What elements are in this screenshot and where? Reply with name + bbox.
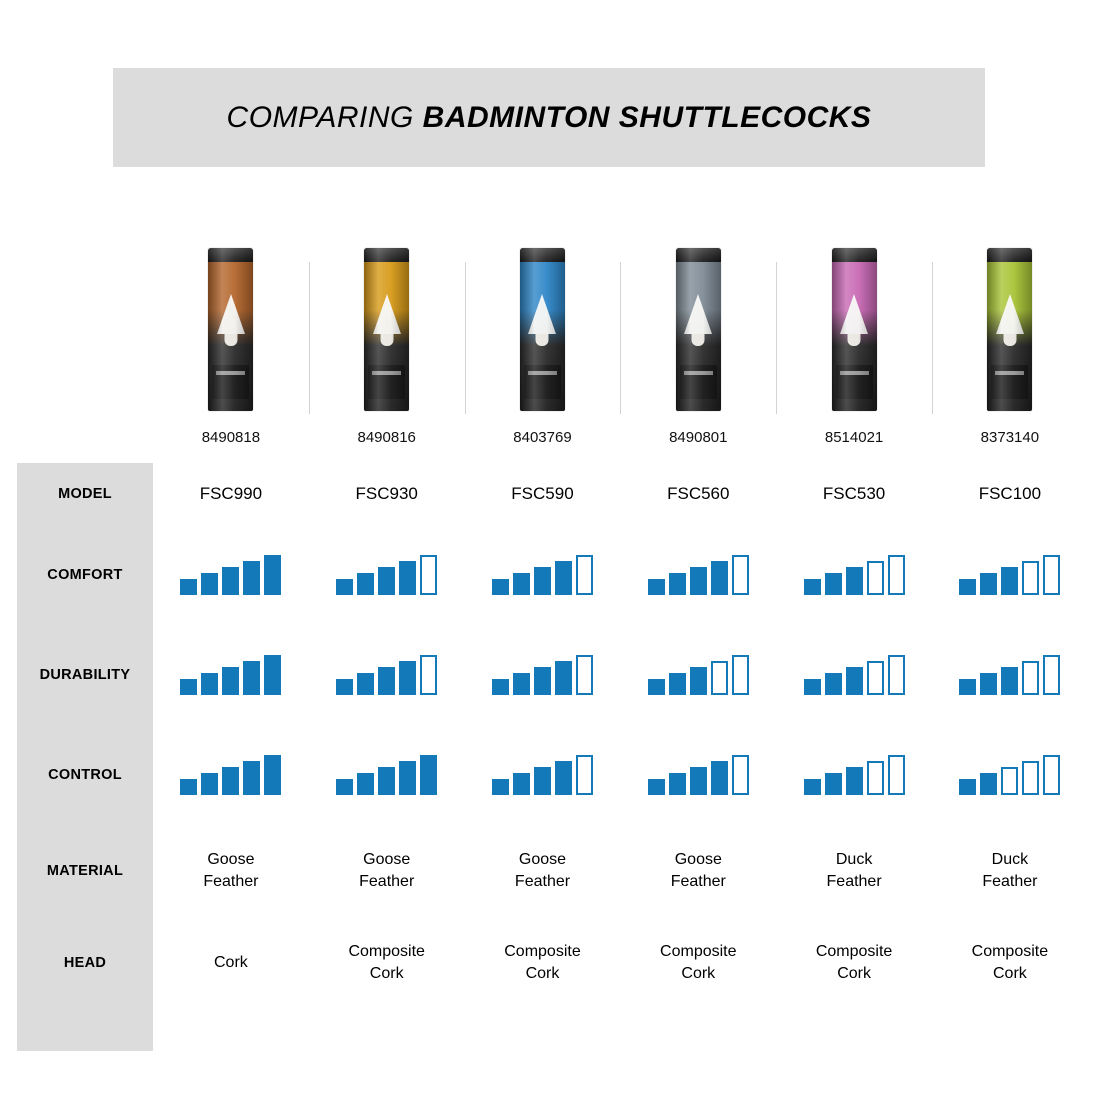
rating-bar-filled	[534, 567, 551, 595]
cell-comfort	[776, 525, 932, 625]
rating-bars	[492, 755, 593, 795]
product-reference: 8490801	[669, 429, 728, 446]
rating-bar-filled	[846, 767, 863, 795]
rating-bar-filled	[690, 767, 707, 795]
rating-bar-filled	[222, 667, 239, 695]
row-label-durability: DURABILITY	[17, 625, 153, 725]
rating-bar-filled	[243, 661, 260, 695]
row-label-model: MODEL	[17, 463, 153, 525]
rating-bar-filled	[959, 779, 976, 795]
cell-head: Composite Cork	[815, 943, 893, 982]
cell-model: FSC100	[978, 483, 1042, 503]
rating-bar-filled	[690, 567, 707, 595]
rating-bar-filled	[980, 573, 997, 595]
rating-bars	[804, 655, 905, 695]
rating-bar-empty	[576, 555, 593, 595]
row-label-head: HEAD	[17, 917, 153, 1009]
product-reference: 8403769	[513, 429, 572, 446]
rating-bar-filled	[399, 761, 416, 795]
product-cell	[932, 248, 1088, 446]
rating-bar-filled	[357, 573, 374, 595]
row-cells-head	[153, 917, 1088, 1009]
cell-material: Duck Feather	[826, 851, 882, 890]
cell-durability	[153, 625, 309, 725]
rating-bars	[648, 755, 749, 795]
rating-bar-filled	[222, 567, 239, 595]
tube-shading	[520, 248, 565, 411]
product-cell	[309, 248, 465, 446]
rating-bar-filled	[534, 667, 551, 695]
rating-bars	[959, 655, 1060, 695]
tube-shading	[208, 248, 253, 411]
rating-bar-filled	[201, 573, 218, 595]
cell-control	[620, 725, 776, 825]
rating-bars	[804, 755, 905, 795]
cell-durability	[465, 625, 621, 725]
rating-bar-filled	[201, 773, 218, 795]
product-cell	[465, 248, 621, 446]
rating-bar-filled	[846, 567, 863, 595]
cell-durability	[620, 625, 776, 725]
rating-bars	[492, 555, 593, 595]
cell-material: Goose Feather	[670, 851, 726, 890]
rating-bars	[959, 755, 1060, 795]
cell-material: Goose Feather	[359, 851, 415, 890]
rating-bar-filled	[648, 579, 665, 595]
rating-bar-empty	[1043, 755, 1060, 795]
rating-bar-empty	[1043, 655, 1060, 695]
cell-comfort	[620, 525, 776, 625]
shuttlecock-tube-image	[520, 248, 565, 411]
rating-bar-empty	[420, 655, 437, 695]
product-cell	[776, 248, 932, 446]
rating-bar-filled	[825, 673, 842, 695]
title-banner	[113, 68, 985, 167]
rating-bar-filled	[399, 661, 416, 695]
cell-material: Duck Feather	[982, 851, 1038, 890]
rating-bars	[492, 655, 593, 695]
rating-bar-empty	[867, 561, 884, 595]
rating-bar-filled	[222, 767, 239, 795]
rating-bar-filled	[669, 673, 686, 695]
row-cells-control	[153, 725, 1088, 825]
cell-control	[465, 725, 621, 825]
rating-bar-filled	[336, 679, 353, 695]
rating-bar-filled	[201, 673, 218, 695]
rating-bar-filled	[959, 579, 976, 595]
cell-material: Goose Feather	[203, 851, 259, 890]
tube-shading	[676, 248, 721, 411]
rating-bar-filled	[264, 755, 281, 795]
rating-bar-empty	[1022, 761, 1039, 795]
cell-control	[776, 725, 932, 825]
page-title-prefix: COMPARING	[226, 100, 423, 134]
rating-bars	[648, 555, 749, 595]
rating-bar-filled	[513, 673, 530, 695]
table-row-material	[17, 825, 1088, 917]
table-row-control	[17, 725, 1088, 825]
rating-bar-filled	[357, 773, 374, 795]
rating-bar-filled	[513, 573, 530, 595]
shuttlecock-tube-image	[832, 248, 877, 411]
rating-bars	[180, 555, 281, 595]
rating-bar-empty	[1043, 555, 1060, 595]
row-label-control: CONTROL	[17, 725, 153, 825]
cell-comfort	[153, 525, 309, 625]
rating-bar-filled	[492, 779, 509, 795]
rating-bar-empty	[732, 555, 749, 595]
cell-durability	[309, 625, 465, 725]
rating-bar-empty	[576, 755, 593, 795]
cell-comfort	[932, 525, 1088, 625]
cell-durability	[776, 625, 932, 725]
page-title-emphasis: BADMINTON SHUTTLECOCKS	[422, 100, 872, 134]
rating-bar-filled	[1001, 667, 1018, 695]
rating-bar-filled	[264, 555, 281, 595]
rating-bar-empty	[888, 655, 905, 695]
rating-bar-filled	[825, 573, 842, 595]
rating-bars	[336, 555, 437, 595]
rating-bar-filled	[357, 673, 374, 695]
comparison-table	[17, 463, 1088, 1051]
cell-model: FSC990	[199, 483, 263, 503]
rating-bar-empty	[1001, 767, 1018, 795]
rating-bar-filled	[180, 679, 197, 695]
product-strip	[153, 248, 1088, 446]
cell-control	[309, 725, 465, 825]
rating-bar-empty	[867, 761, 884, 795]
rating-bar-empty	[732, 755, 749, 795]
rating-bar-empty	[1022, 661, 1039, 695]
rating-bar-filled	[711, 761, 728, 795]
rating-bars	[336, 755, 437, 795]
cell-comfort	[309, 525, 465, 625]
rating-bar-filled	[243, 561, 260, 595]
rating-bars	[336, 655, 437, 695]
cell-comfort	[465, 525, 621, 625]
row-cells-comfort	[153, 525, 1088, 625]
rating-bar-filled	[399, 561, 416, 595]
rating-bar-filled	[243, 761, 260, 795]
cell-model: FSC530	[822, 483, 886, 503]
table-row-spacer	[17, 1009, 1088, 1051]
rating-bar-filled	[555, 761, 572, 795]
cell-head: Composite Cork	[504, 943, 581, 982]
rating-bar-filled	[980, 673, 997, 695]
rating-bars	[804, 555, 905, 595]
product-cell	[620, 248, 776, 446]
rating-bar-empty	[888, 755, 905, 795]
rating-bar-filled	[669, 773, 686, 795]
rating-bar-filled	[959, 679, 976, 695]
rating-bar-filled	[180, 579, 197, 595]
rating-bar-filled	[555, 561, 572, 595]
shuttlecock-tube-image	[987, 248, 1032, 411]
rating-bar-filled	[378, 667, 395, 695]
rating-bar-filled	[492, 679, 509, 695]
cell-control	[153, 725, 309, 825]
rating-bar-empty	[867, 661, 884, 695]
product-cell	[153, 248, 309, 446]
cell-head: Composite Cork	[660, 943, 737, 982]
product-reference: 8514021	[824, 429, 884, 446]
cell-head: Composite Cork	[348, 943, 425, 982]
cell-durability	[932, 625, 1088, 725]
rating-bar-filled	[264, 655, 281, 695]
rating-bar-empty	[1022, 561, 1039, 595]
cell-model: FSC560	[667, 483, 730, 503]
rating-bar-filled	[555, 661, 572, 695]
cell-head: Composite Cork	[971, 943, 1049, 982]
rating-bar-filled	[180, 779, 197, 795]
product-reference: 8490816	[357, 429, 416, 446]
rating-bar-filled	[825, 773, 842, 795]
shuttlecock-tube-image	[208, 248, 253, 411]
rating-bar-filled	[336, 779, 353, 795]
row-cells-model	[153, 463, 1088, 525]
table-row-head	[17, 917, 1088, 1009]
tube-shading	[364, 248, 409, 411]
rating-bar-filled	[513, 773, 530, 795]
rating-bar-filled	[648, 679, 665, 695]
rating-bar-filled	[711, 561, 728, 595]
shuttlecock-tube-image	[676, 248, 721, 411]
table-row-comfort	[17, 525, 1088, 625]
row-label-material: MATERIAL	[17, 825, 153, 917]
cell-head: Cork	[214, 954, 248, 972]
rating-bar-filled	[804, 779, 821, 795]
row-label-comfort: COMFORT	[17, 525, 153, 625]
tube-shading	[832, 248, 877, 411]
rating-bar-filled	[492, 579, 509, 595]
rating-bars	[180, 655, 281, 695]
tube-shading	[987, 248, 1032, 411]
row-cells-spacer	[153, 1009, 1088, 1051]
product-reference: 8373140	[980, 429, 1040, 446]
rating-bar-empty	[732, 655, 749, 695]
rating-bars	[648, 655, 749, 695]
rating-bars	[180, 755, 281, 795]
rating-bar-filled	[1001, 567, 1018, 595]
rating-bar-empty	[888, 555, 905, 595]
rating-bar-filled	[336, 579, 353, 595]
cell-model: FSC930	[355, 483, 418, 503]
row-label-spacer	[17, 1009, 153, 1051]
rating-bar-filled	[846, 667, 863, 695]
cell-model: FSC590	[511, 483, 574, 503]
rating-bar-filled	[804, 679, 821, 695]
rating-bar-filled	[804, 579, 821, 595]
page-title	[227, 101, 872, 135]
rating-bar-empty	[420, 555, 437, 595]
table-row-durability	[17, 625, 1088, 725]
rating-bar-filled	[669, 573, 686, 595]
rating-bar-filled	[980, 773, 997, 795]
rating-bar-filled	[648, 779, 665, 795]
row-cells-material	[153, 825, 1088, 917]
rating-bar-empty	[576, 655, 593, 695]
rating-bar-empty	[711, 661, 728, 695]
rating-bar-filled	[690, 667, 707, 695]
rating-bars	[959, 555, 1060, 595]
rating-bar-filled	[378, 767, 395, 795]
row-cells-durability	[153, 625, 1088, 725]
product-reference: 8490818	[201, 429, 261, 446]
rating-bar-filled	[420, 755, 437, 795]
rating-bar-filled	[534, 767, 551, 795]
cell-control	[932, 725, 1088, 825]
table-row-model	[17, 463, 1088, 525]
rating-bar-filled	[378, 567, 395, 595]
shuttlecock-tube-image	[364, 248, 409, 411]
cell-material: Goose Feather	[514, 851, 571, 890]
